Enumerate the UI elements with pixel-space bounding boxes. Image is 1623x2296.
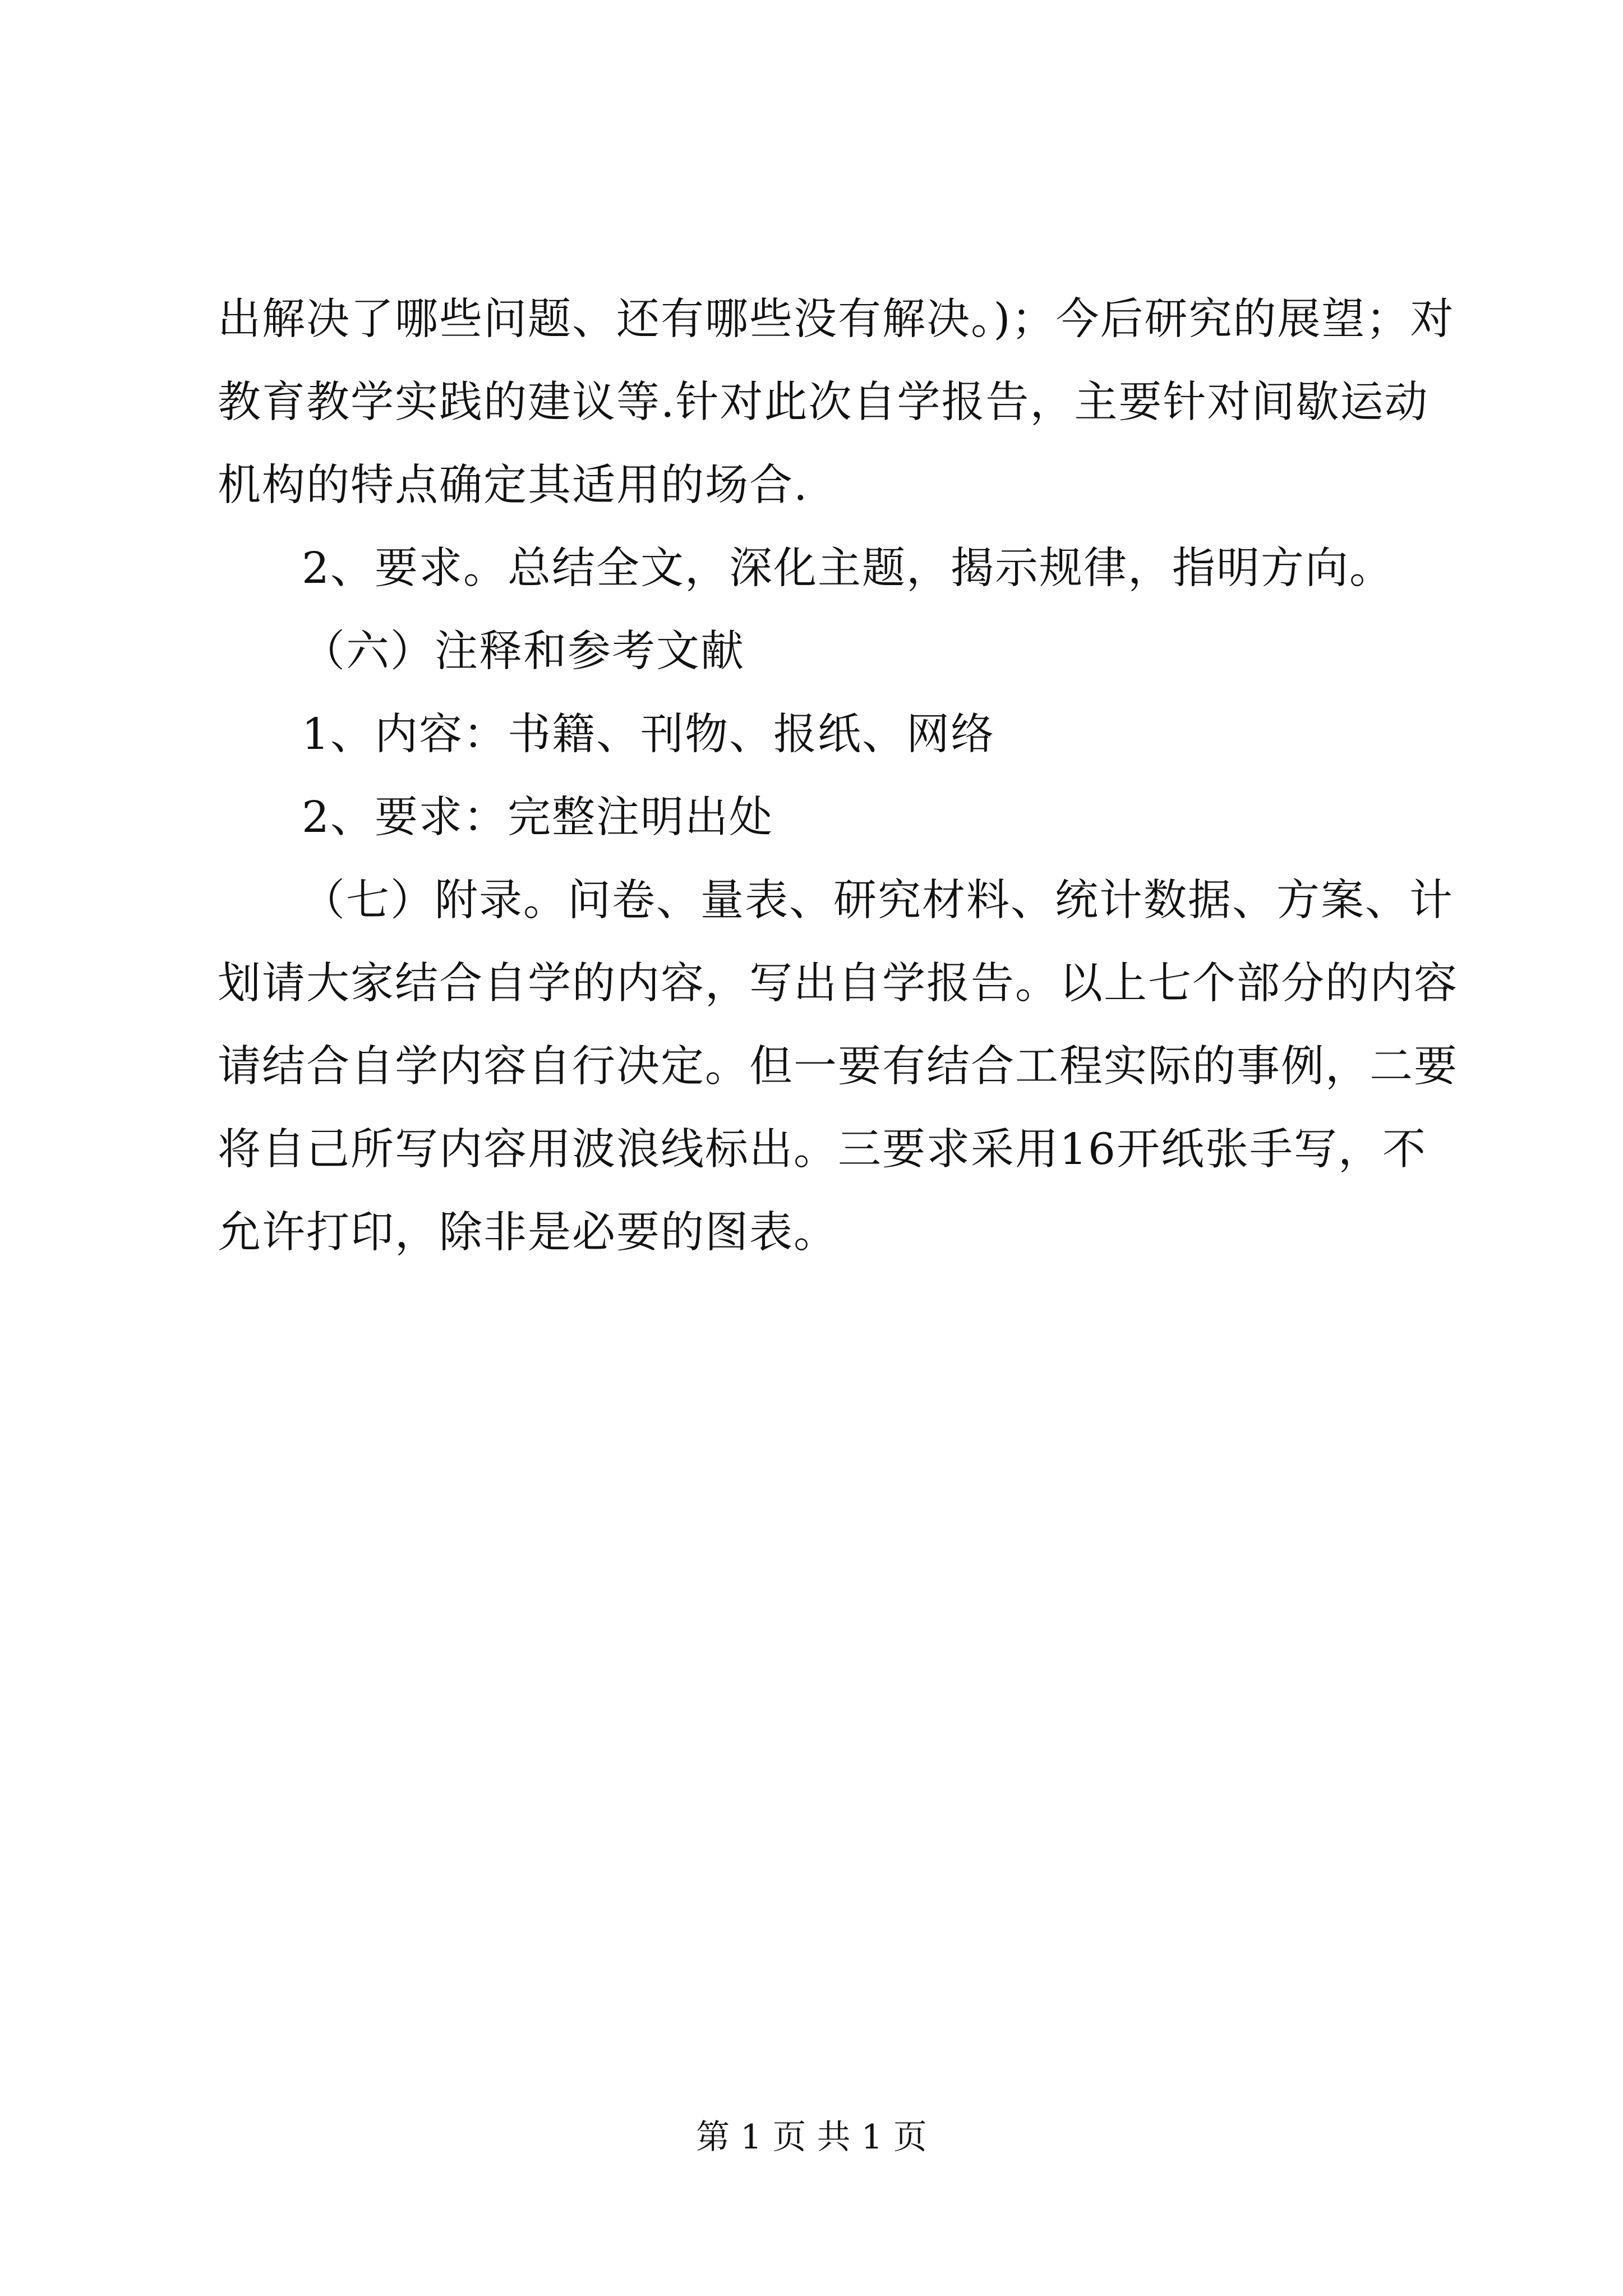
text-line: 机构的特点确定其适用的场合.: [218, 461, 809, 510]
text-line: 1、内容：书籍、刊物、报纸、网络: [302, 710, 995, 760]
text-line: 2、要求：完整注明出处: [302, 793, 773, 843]
page-footer: 第 1 页 共 1 页: [696, 2118, 927, 2157]
text-line: 请结合自学内容自行决定。但一要有结合工程实际的事例，二要: [218, 1042, 1458, 1092]
section-heading: （六）注释和参考文献: [302, 627, 745, 677]
text-line: 教育教学实践的建议等.针对此次自学报告，主要针对间歇运动: [218, 378, 1429, 427]
text-line: 将自己所写内容用波浪线标出。三要求采用16开纸张手写，不: [218, 1125, 1427, 1175]
text-line: 出解决了哪些问题、还有哪些没有解决。)；今后研究的展望；对: [218, 295, 1455, 344]
section-heading: （七）附录。问卷、量表、研究材料、统计数据、方案、计: [302, 876, 1454, 926]
text-line: 允许打印，除非是必要的图表。: [218, 1208, 838, 1258]
text-line: 2、要求。总结全文，深化主题，揭示规律，指明方向。: [302, 544, 1394, 593]
text-line: 划请大家结合自学的内容，写出自学报告。以上七个部分的内容: [218, 959, 1458, 1009]
